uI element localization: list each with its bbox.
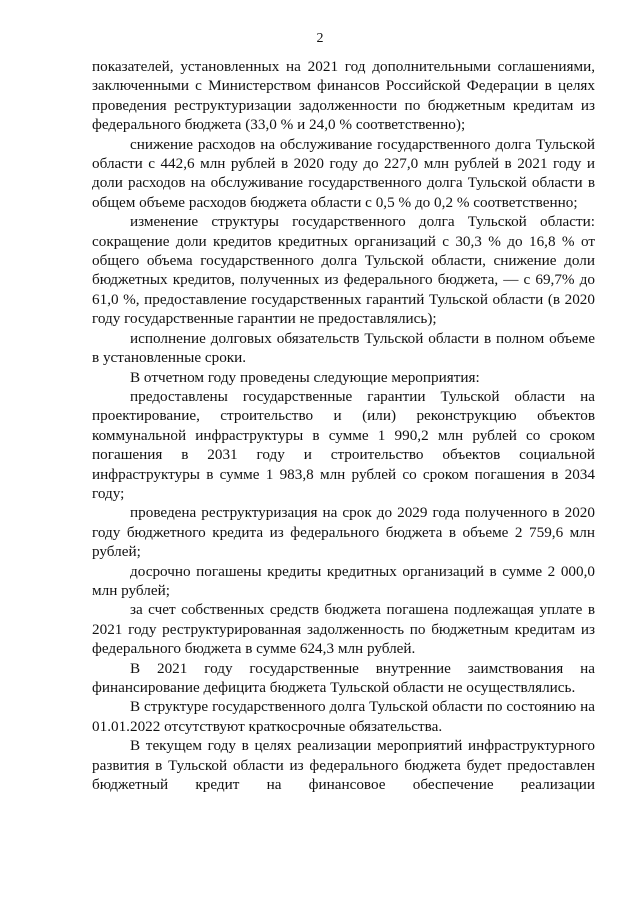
paragraph-debt-service-reduction: снижение расходов на обслуживание государственного долга Тульской области с 442,6 млн рублей в 2020 году до 227,0 млн рублей в 2021 году и доли расходов на обслуживание государственного долга Тульской области в общем объеме расходов бюджета области с 0,5 % до 0,2 % соответственно; bbox=[92, 135, 595, 211]
paragraph-restructuring: проведена реструктуризация на срок до 2029 года полученного в 2020 году бюджетного кредита из федерального бюджета в объеме 2 759,6 млн рублей; bbox=[92, 504, 595, 561]
paragraph-own-funds-repayment: за счет собственных средств бюджета погашена подлежащая уплате в 2021 году реструктурированная задолженность по бюджетным кредитам из федерального бюджета в сумме 624,3 млн рублей. bbox=[92, 601, 595, 658]
paragraph-current-year-credit: В текущем году в целях реализации мероприятий инфраструктурного развития в Тульской области из федерального бюджета будет предоставлен бюджетный кредит на финансовое обеспечение реализации bbox=[92, 737, 595, 794]
paragraph-continuation: показателей, установленных на 2021 год дополнительными соглашениями, заключенными с Министерством финансов Российской Федерации в целях проведения реструктуризации задолженности по бюджетным кредитам из федерального бюджета (33,0 % и 24,0 % соответственно); bbox=[92, 58, 595, 134]
paragraph-no-borrowings: В 2021 году государственные внутренние заимствования на финансирование дефицита бюджета Тульской области не осуществлялись. bbox=[92, 659, 595, 696]
body-text bbox=[92, 57, 595, 794]
page-number: 2 bbox=[316, 31, 324, 46]
paragraph-measures-intro: В отчетном году проведены следующие мероприятия: bbox=[130, 368, 480, 386]
paragraph-debt-structure-change: изменение структуры государственного долга Тульской области: сокращение доли кредитов кредитных организаций с 30,3 % до 16,8 % от общего объема государственного долга Тульской области, снижение доли бюджетных кредитов, полученных из федерального бюджета, — с 69,7% до 61,0 %, предоставление государственных гарантий Тульской области (в 2020 году государственные гарантии не предоставлялись); bbox=[92, 213, 595, 328]
paragraph-no-short-term: В структуре государственного долга Тульской области по состоянию на 01.01.2022 отсутствуют краткосрочные обязательства. bbox=[92, 698, 595, 735]
paragraph-state-guarantees: предоставлены государственные гарантии Тульской области на проектирование, строительство и (или) реконструкцию объектов коммунальной инфраструктуры в сумме 1 990,2 млн рублей со сроком погашения в 2031 году и строительство объектов социальной инфраструктуры в сумме 1 983,8 млн рублей со сроком погашения в 2034 году; bbox=[92, 387, 595, 502]
paragraph-obligations-fulfilled: исполнение долговых обязательств Тульской области в полном объеме в установленные сроки. bbox=[92, 329, 595, 367]
paragraph-early-repayment: досрочно погашены кредиты кредитных организаций в сумме 2 000,0 млн рублей; bbox=[92, 562, 595, 599]
